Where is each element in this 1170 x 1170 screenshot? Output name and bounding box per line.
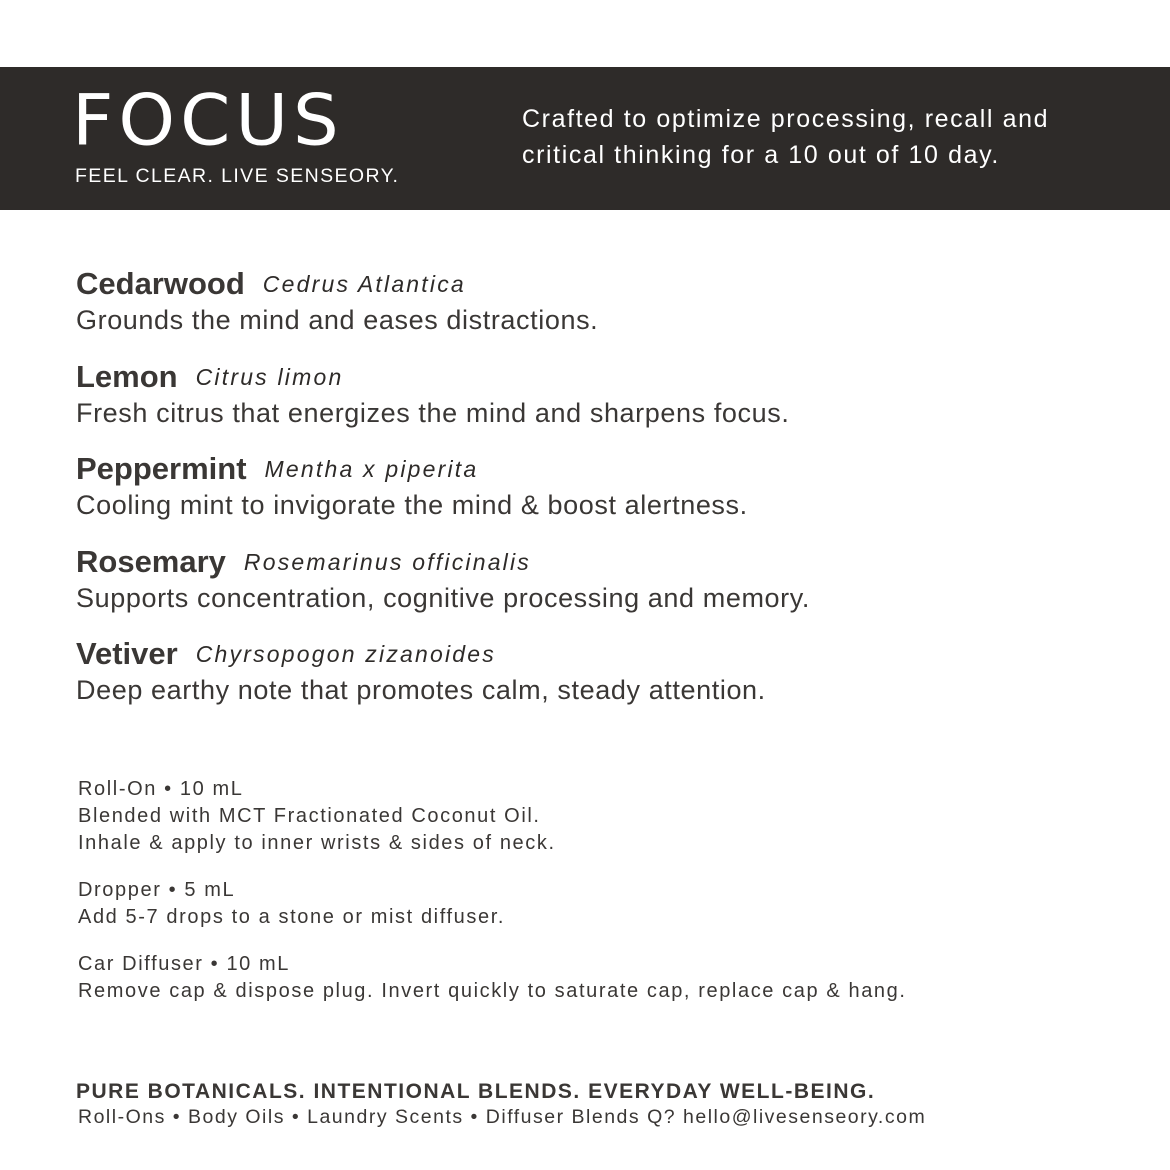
description-line: Crafted to optimize processing, recall and [522,105,1050,133]
format-car-diffuser [78,951,1138,1005]
ingredient-item [76,451,1136,544]
ingredient-description: Deep earthy note that promotes calm, steady attention. [76,675,766,705]
description-line: critical thinking for a 10 out of 10 day. [522,141,1000,169]
ingredient-item [76,266,1136,359]
product-formats [78,776,1138,1025]
ingredient-name: Peppermint [76,451,247,486]
ingredient-latin-name: Mentha x piperita [264,456,479,482]
format-instruction: Remove cap & dispose plug. Invert quickly to saturate cap, replace cap & hang. [78,980,907,1002]
ingredient-latin-name: Chyrsopogon zizanoides [195,641,496,667]
ingredient-description: Supports concentration, cognitive processing and memory. [76,582,810,613]
format-title: Roll-On • 10 mL [78,778,244,800]
format-instruction: Blended with MCT Fractionated Coconut Oil. [78,805,541,827]
format-dropper [78,877,1138,931]
ingredient-description: Fresh citrus that energizes the mind and sharpens focus. [76,397,790,428]
ingredient-latin-name: Citrus limon [195,363,344,390]
format-rollon [78,776,1138,857]
brand-tagline: FEEL CLEAR. LIVE SENSEORY. [75,165,400,187]
product-description [522,101,1142,173]
ingredient-list [76,266,1136,729]
ingredient-name: Vetiver [76,636,178,671]
product-title: FOCUS [72,78,344,162]
ingredient-name: Cedarwood [76,266,245,301]
format-title: Car Diffuser • 10 mL [78,953,291,975]
format-instruction: Inhale & apply to inner wrists & sides of neck. [78,832,556,854]
ingredient-latin-name: Rosemarinus officinalis [243,548,532,575]
format-title: Dropper • 5 mL [78,879,236,901]
ingredient-item [76,359,1136,452]
ingredient-description: Grounds the mind and eases distractions. [76,305,599,335]
ingredient-item [76,636,1136,729]
format-instruction: Add 5-7 drops to a stone or mist diffuser. [78,906,506,928]
footer-links: Roll-Ons • Body Oils • Laundry Scents • Diffuser Blends Q? hello@livesenseory.com [78,1106,927,1128]
footer-slogan: PURE BOTANICALS. INTENTIONAL BLENDS. EVERYDAY WELL-BEING. [76,1080,876,1103]
ingredient-item [76,544,1136,637]
ingredient-latin-name: Cedrus Atlantica [262,271,466,297]
ingredient-description: Cooling mint to invigorate the mind & boost alertness. [76,490,748,520]
ingredient-name: Rosemary [76,543,226,579]
header-banner [0,67,1170,210]
ingredient-name: Lemon [76,358,178,394]
